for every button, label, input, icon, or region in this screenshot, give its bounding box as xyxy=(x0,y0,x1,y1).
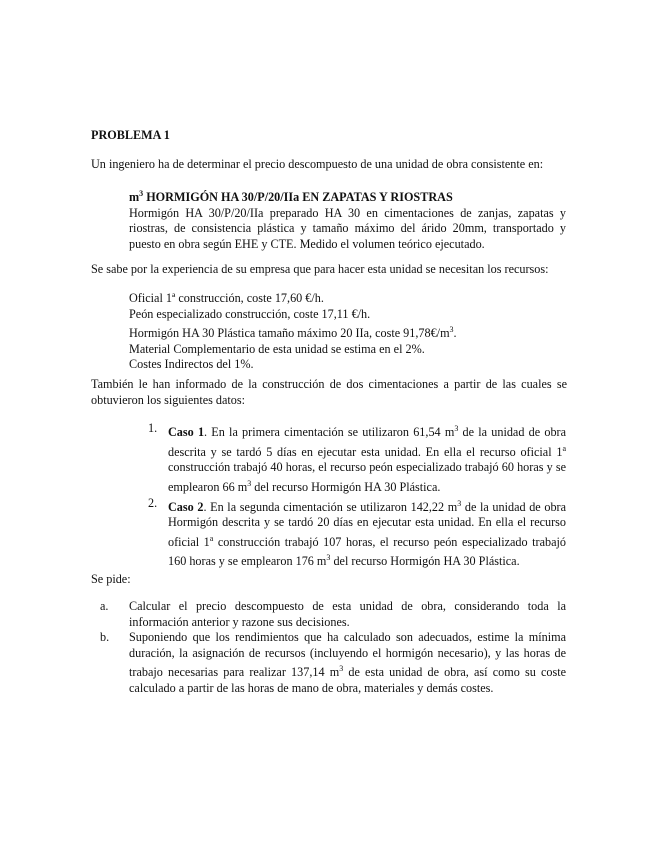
resource-item: Oficial 1ª construcción, coste 17,60 €/h. xyxy=(129,291,324,305)
ask-letter: b. xyxy=(100,630,110,645)
resources-intro: Se sabe por la experiencia de su empresa que para hacer esta unidad se necesitan los recursos: xyxy=(91,262,549,276)
resource-item: Material Complementario de esta unidad se estima en el 2%. xyxy=(129,341,425,356)
ask-text: Calcular el precio descompuesto de esta unidad de obra, considerando toda la información anterior y razone sus decisiones. xyxy=(129,599,566,629)
ask-letter: a. xyxy=(100,599,109,613)
asks-intro: Se pide: xyxy=(91,572,131,586)
ask-item xyxy=(100,630,566,696)
cases-list xyxy=(148,421,566,570)
resources-list xyxy=(129,291,569,373)
case-item xyxy=(148,496,566,571)
case-item xyxy=(148,421,566,496)
unit-description: Hormigón HA 30/P/20/IIa preparado HA 30 en cimentaciones de zanjas, zapatas y riostras, de consistencia plástica y tamaño máximo del árido 20mm, transportado y puesto en obra según EHE y CTE. Medido el volumen teórico ejecutado. xyxy=(129,205,566,251)
unit-heading: $m^3$ HORMIGÓN HA 30/P/20/IIa EN ZAPATAS Y RIOSTRAS xyxy=(129,189,453,205)
case-number: 2. xyxy=(148,495,158,510)
ask-text: Suponiendo que los rendimientos que ha calculado son adecuados, estime la mínima duración, la asignación de recursos (incluyendo el hormigón necesario), y las horas de trabajo necesarias para realizar 137,14 $m^3$ de esta unidad de obra, así como su coste calculado a partir de las horas de mano de obra, materiales y demás costes. xyxy=(129,630,566,696)
case-text: Caso 1. En la primera cimentación se utilizaron 61,54 $m^3$ de la unidad de obra descrita y se tardó 5 días en ejecutar esta unidad. En ella el recurso oficial 1$^a$ construcción trabajó 40 horas, el recurso peón especializado trabajó 60 horas y se emplearon 66 $m^3$ del recurso Hormigón HA 30 Plástica. xyxy=(168,424,567,494)
cases-intro: También le han informado de la construcción de dos cimentaciones a partir de las cuales se obtuvieron los siguientes datos: xyxy=(91,377,567,407)
resource-item: Hormigón HA 30 Plástica tamaño máximo 20 IIa, coste $91,78€/m^3$. xyxy=(129,325,457,341)
intro-paragraph: Un ingeniero ha de determinar el precio descompuesto de una unidad de obra consistente en: xyxy=(91,157,544,171)
page-title: PROBLEMA 1 xyxy=(91,128,170,142)
resource-item: Peón especializado construcción, coste 17,11 €/h. xyxy=(129,306,371,321)
unit-block xyxy=(129,186,566,252)
case-number: 1. xyxy=(148,421,158,435)
ask-item xyxy=(100,599,566,630)
resource-item: Costes Indirectos del 1%. xyxy=(129,357,254,372)
case-text: Caso 2. En la segunda cimentación se utilizaron 142,22 $m^3$ de la unidad de obra Hormigón descrita y se tardó 20 días en ejecutar esta unidad. En ella el recurso oficial 1$^a$ construcción trabajó 107 horas, el recurso peón especializado trabajó 160 horas y se emplearon 176 $m^3$ del recurso Hormigón HA 30 Plástica. xyxy=(168,498,567,569)
asks-list xyxy=(100,599,566,697)
